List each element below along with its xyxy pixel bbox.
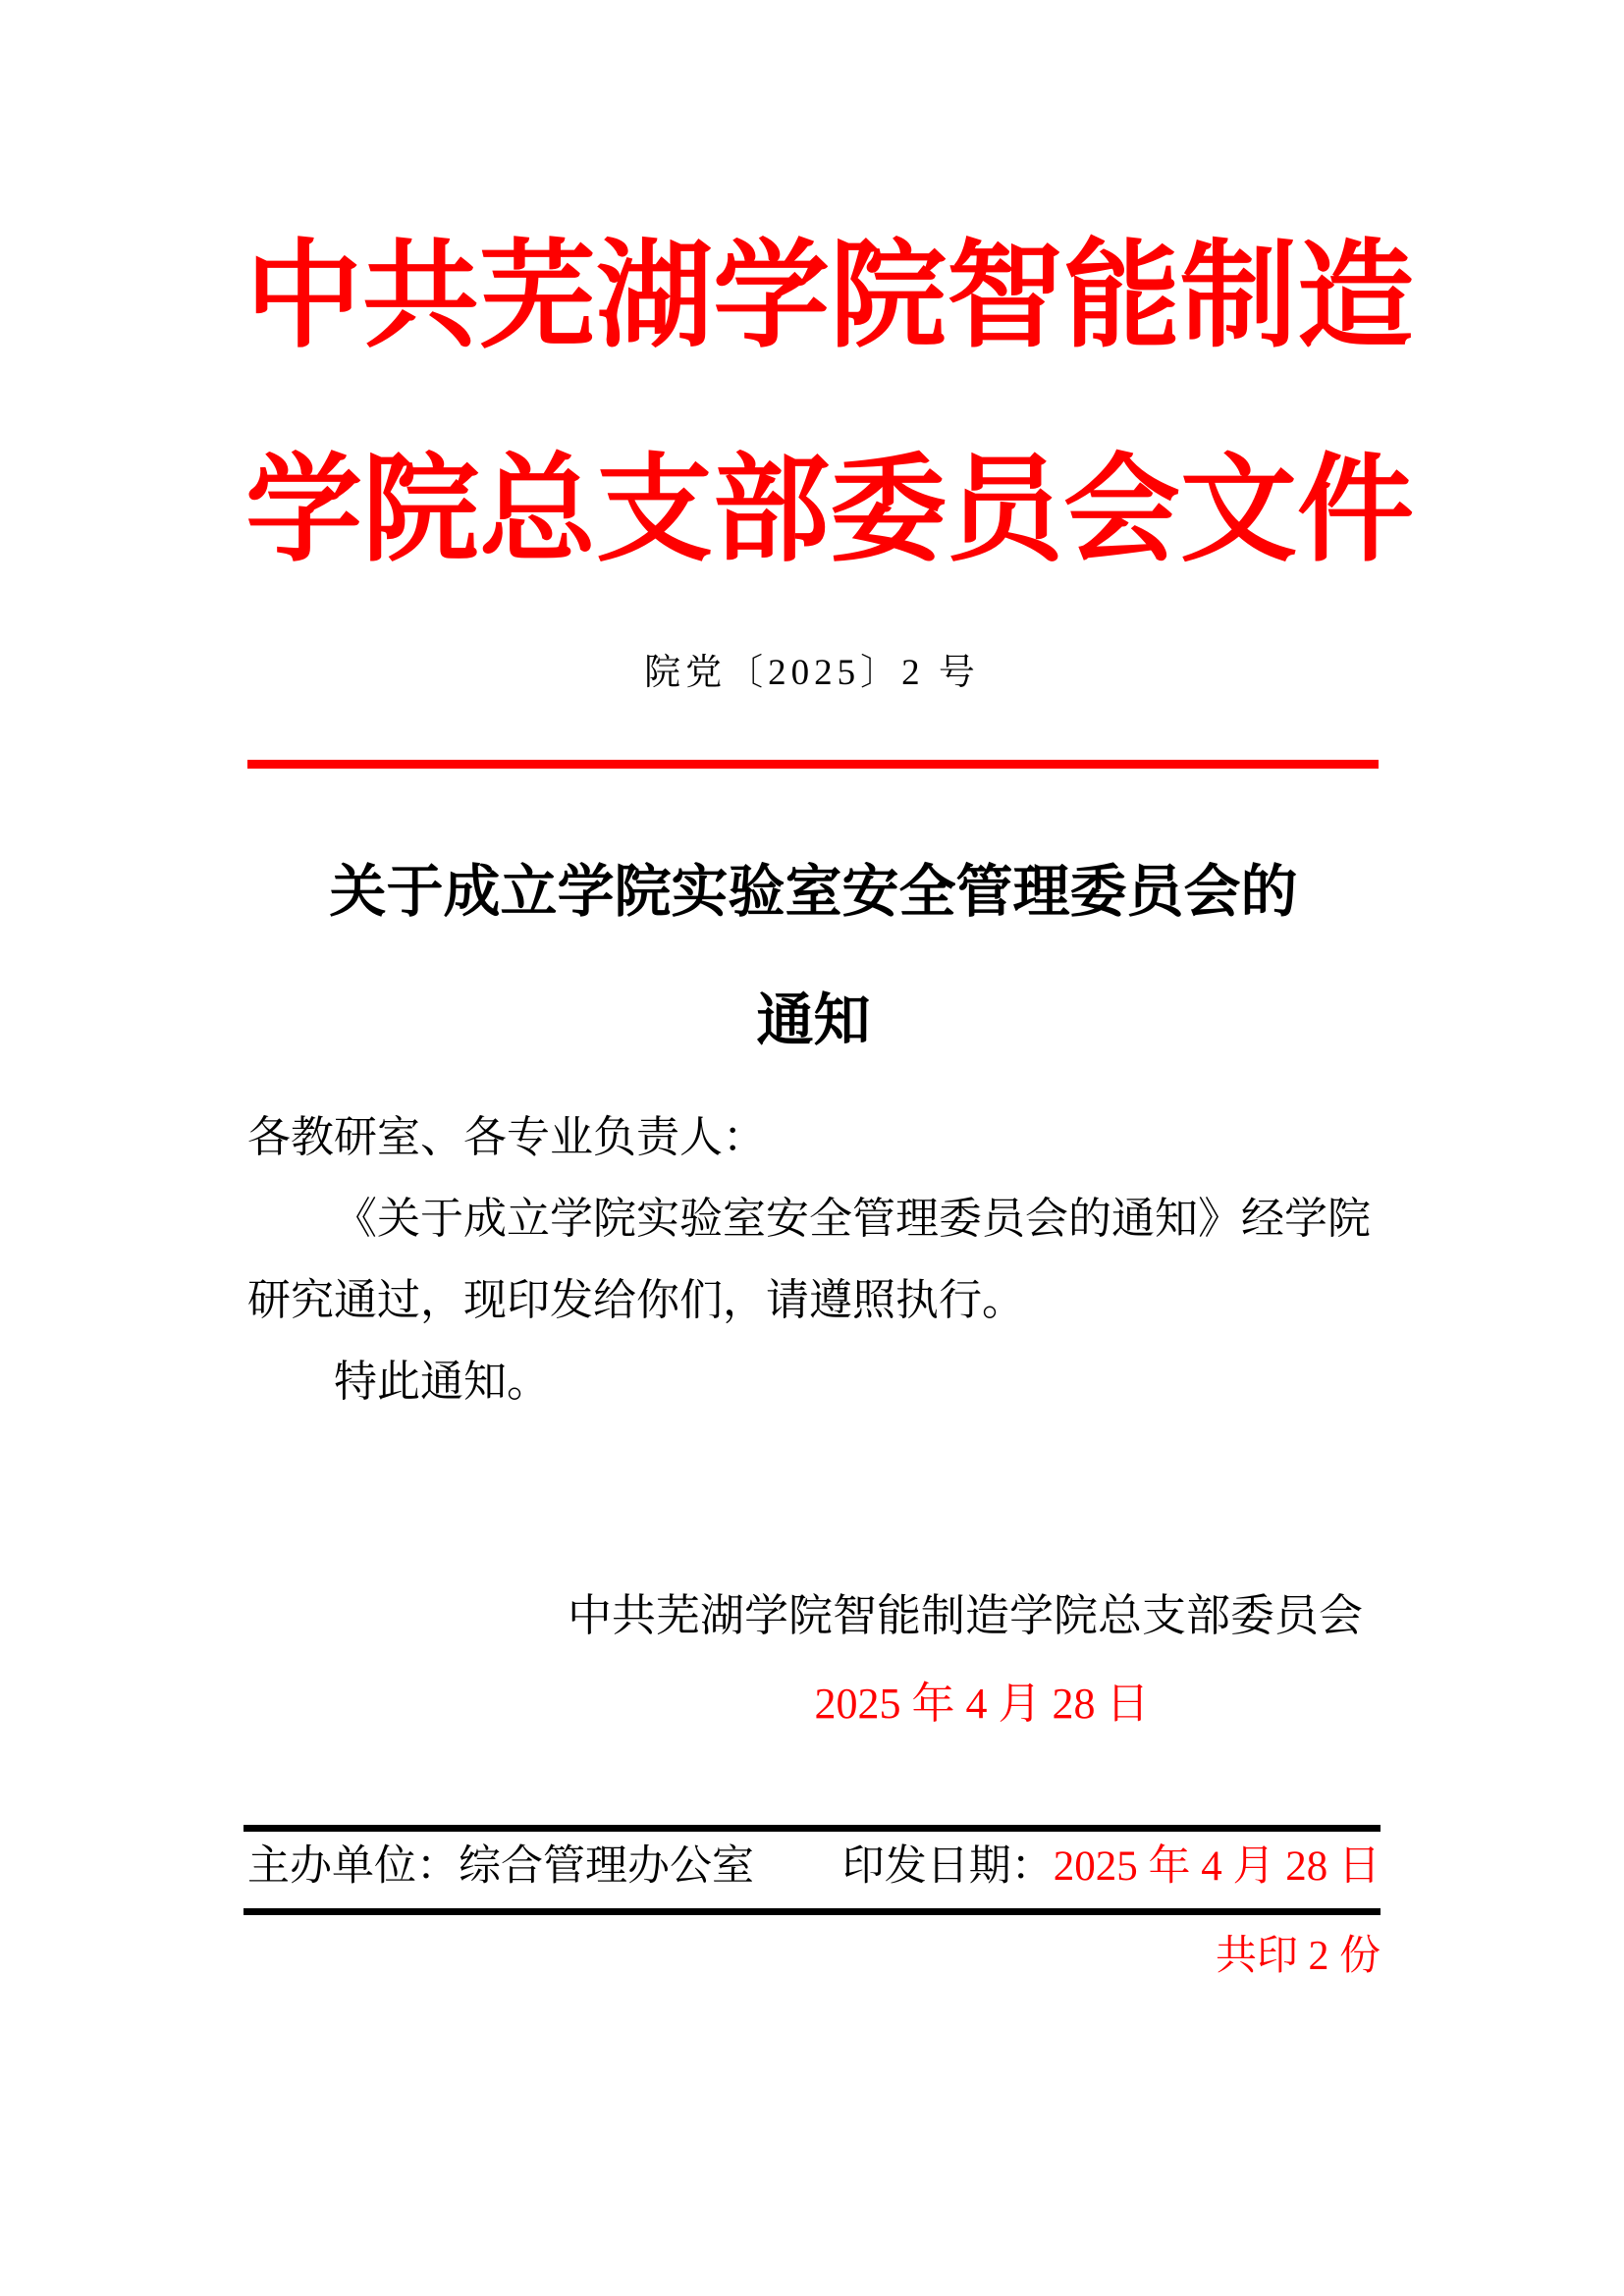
masthead-line-1: 中共芜湖学院智能制造 <box>245 232 1414 361</box>
masthead-title <box>245 189 1414 617</box>
body-text <box>247 1096 1379 1422</box>
doc-number: 院党〔2025〕2 号 <box>644 653 980 693</box>
notice-title-line-1: 关于成立学院实验室安全管理委员会的 <box>329 860 1298 924</box>
body-line: 特此通知。 <box>334 1358 550 1406</box>
masthead-line-2: 学院总支部委员会文件 <box>245 446 1414 575</box>
body-salutation: 各教研室、各专业负责人： <box>247 1113 766 1161</box>
notice-title <box>245 828 1381 1085</box>
signature-date: 2025 年 4 月 28 日 <box>814 1680 1150 1728</box>
footer-organizer: 主办单位：综合管理办公室 <box>247 1843 754 1890</box>
body-line: 研究通过，现印发给你们，请遵照执行。 <box>247 1276 1025 1324</box>
footer-print-date-label: 印发日期： <box>841 1843 1054 1890</box>
signature-name: 中共芜湖学院智能制造学院总支部委员会 <box>567 1591 1363 1640</box>
footer-bottom-rule <box>244 1908 1380 1915</box>
red-separator-rule <box>247 760 1379 769</box>
notice-title-line-2: 通知 <box>756 988 871 1052</box>
footer-print-date: 2025 年 4 月 28 日 <box>1053 1843 1380 1890</box>
footer-row <box>247 1838 1380 1896</box>
copies-note: 共印 2 份 <box>1215 1934 1380 1979</box>
footer-top-rule <box>244 1825 1380 1832</box>
body-line: 《关于成立学院实验室安全管理委员会的通知》经学院 <box>334 1195 1371 1243</box>
footer-print-date-group <box>842 1838 1380 1896</box>
